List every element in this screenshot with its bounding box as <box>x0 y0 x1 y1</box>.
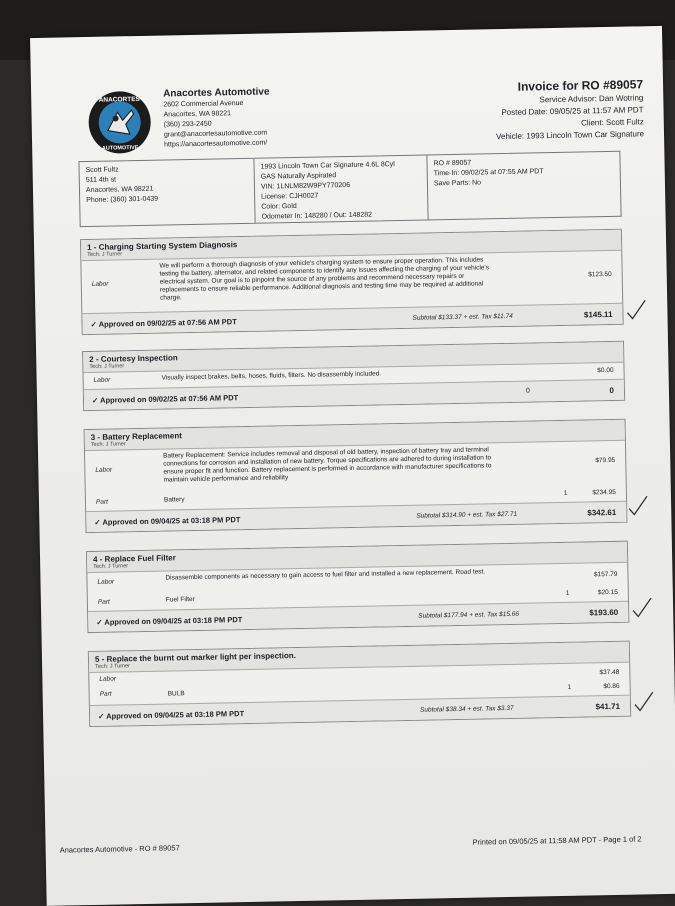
row-amount: $79.95 <box>595 456 616 465</box>
row-label: Labor <box>95 466 113 474</box>
shop-address-line2: Anacortes, WA 98221 <box>163 110 232 119</box>
service-total: $193.60 <box>589 607 619 618</box>
approval-status: ✓ Approved on 09/04/25 at 03:18 PM PDT <box>98 709 245 721</box>
service-total: $145.11 <box>583 309 613 320</box>
customer-street: 511 4th st <box>85 176 117 185</box>
row-label: Part <box>95 498 108 506</box>
customer-phone: Phone: (360) 301-0439 <box>86 195 159 205</box>
page-footer-left: Anacortes Automotive - RO # 89057 <box>59 843 180 855</box>
service-block-4 <box>86 541 629 633</box>
invoice-page <box>30 26 675 906</box>
anacortes-automotive-logo <box>87 90 152 155</box>
service-tech: Tech: J Turner <box>95 663 131 670</box>
service-block-5 <box>88 641 631 727</box>
service-total: $342.61 <box>587 507 617 518</box>
handwritten-check-icon <box>631 596 653 618</box>
customer-name: Scott Fultz <box>85 166 119 175</box>
customer-vehicle-info-box <box>78 151 621 227</box>
row-description: Battery <box>163 496 185 504</box>
service-block-1 <box>80 229 624 335</box>
approval-status: ✓ Approved on 09/02/25 at 07:56 AM PDT <box>90 317 237 329</box>
posted-date: Posted Date: 09/05/25 at 11:57 AM PDT <box>501 105 644 118</box>
vehicle-license: License: CJH0027 <box>261 192 319 201</box>
subtotal: Subtotal $133.37 + est. Tax $11.74 <box>412 312 513 322</box>
service-title: 3 - Battery Replacement <box>90 431 182 442</box>
approval-status: ✓ Approved on 09/04/25 at 03:18 PM PDT <box>96 615 243 627</box>
shop-address-line1: 2602 Commercial Avenue <box>163 99 244 109</box>
vehicle-info <box>254 155 428 222</box>
row-quantity: 1 <box>565 589 570 597</box>
row-amount: $0.00 <box>597 366 614 375</box>
service-tech: Tech: J Turner <box>90 441 126 448</box>
vehicle-vin: VIN: 1LNLM82W9PY770206 <box>260 181 351 191</box>
row-label: Part <box>97 598 110 606</box>
row-description: Disassemble components as necessary to gain access to fuel filter and installed a new replacement. Road test. <box>165 568 486 582</box>
service-title: 2 - Courtesy Inspection <box>89 353 178 364</box>
row-amount: $0.86 <box>603 682 620 691</box>
service-total: $41.71 <box>595 701 621 712</box>
shop-info <box>163 85 271 150</box>
subtotal: Subtotal $177.94 + est. Tax $15.66 <box>418 610 520 620</box>
row-label: Labor <box>97 578 115 586</box>
shop-name: Anacortes Automotive <box>163 86 270 100</box>
service-advisor: Service Advisor: Dan Wotring <box>539 93 644 105</box>
service-tech: Tech: J Turner <box>87 251 123 259</box>
invoice-title: Invoice for RO #89057 <box>517 77 644 94</box>
svg-text:AUTOMOTIVE: AUTOMOTIVE <box>101 145 139 152</box>
row-label: Labor <box>93 376 111 384</box>
row-description: Battery Replacement: Service includes removal and disposal of old battery, inspection of battery tray and terminal connections for corrosion and installation of new battery. Torque specifications are adhered to during installation to ensure proper fit and function. Battery replacement is performed in accordance with manufacturer specifications to maintain vehicle performance and reliability <box>163 446 492 484</box>
row-description: Fuel Filter <box>165 596 195 604</box>
row-label: Part <box>99 690 112 698</box>
shop-phone: (360) 293-2450 <box>163 120 212 129</box>
row-description: BULB <box>167 690 185 698</box>
service-block-2 <box>82 341 625 411</box>
page-footer-right: Printed on 09/05/25 at 11:58 AM PDT - Page 1 of 2 <box>472 834 642 847</box>
row-label: Labor <box>99 675 117 683</box>
row-quantity: 1 <box>563 489 568 497</box>
approval-status: ✓ Approved on 09/02/25 at 07:56 AM PDT <box>91 393 239 405</box>
row-description: Visually inspect brakes, belts, hoses, fluids, filters. No disassembly included. <box>161 370 382 382</box>
service-tech: Tech: J Turner <box>93 563 129 570</box>
customer-info <box>79 159 255 226</box>
row-description: We will perform a thorough diagnosis of your vehicle's charging system to ensure proper operation. This includes testing the battery, alternator, and related components to identify any issues affecting the charging of your vehicle's electrical system. Our goal is to pinpoint the source of any problems and recommend necessary repairs or replacements to ensure reliable performance. Additional diagnosis and testing time may be required at additional charge. <box>159 256 490 302</box>
invoice-header <box>495 76 644 143</box>
subtotal: Subtotal $314.90 + est. Tax $27.71 <box>416 510 518 520</box>
handwritten-check-icon <box>633 690 655 712</box>
row-amount: $20.15 <box>597 588 618 597</box>
row-amount: $234.95 <box>592 488 616 497</box>
row-label: Labor <box>91 280 109 288</box>
service-total: 0 <box>609 385 615 396</box>
subtotal-zero: 0 <box>525 387 530 395</box>
vehicle-name: Vehicle: 1993 Lincoln Town Car Signature <box>495 129 645 142</box>
client-name: Client: Scott Fultz <box>581 117 644 128</box>
handwritten-check-icon <box>627 494 649 516</box>
ro-info <box>427 152 620 220</box>
service-title: 4 - Replace Fuel Filter <box>92 553 176 564</box>
row-amount: $37.48 <box>599 668 620 677</box>
svg-text:ANACORTES: ANACORTES <box>98 95 140 104</box>
time-in: Time-In: 09/02/25 at 07:55 AM PDT <box>433 168 544 178</box>
service-title: 5 - Replace the burnt out marker light per inspection. <box>94 651 296 664</box>
vehicle-color: Color: Gold <box>261 202 297 211</box>
customer-city: Anacortes, WA 98221 <box>85 185 154 195</box>
handwritten-check-icon <box>625 298 647 320</box>
vehicle-engine: GAS Naturally Aspirated <box>260 172 337 181</box>
service-title: 1 - Charging Starting System Diagnosis <box>87 240 238 253</box>
approval-status: ✓ Approved on 09/04/25 at 03:18 PM PDT <box>94 515 241 527</box>
subtotal: Subtotal $38.34 + est. Tax $3.37 <box>419 704 514 714</box>
vehicle-model: 1993 Lincoln Town Car Signature 4.6L 8Cyl <box>260 161 395 171</box>
row-amount: $123.50 <box>588 270 612 279</box>
service-block-3 <box>84 419 628 533</box>
vehicle-odometer: Odometer In: 148280 / Out: 148282 <box>261 211 373 221</box>
ro-number: RO # 89057 <box>433 159 472 168</box>
shop-website: https://anacortesautomotive.com/ <box>164 139 268 149</box>
service-tech: Tech: J Turner <box>89 363 125 370</box>
shop-email: grant@anacortesautomotive.com <box>163 129 268 139</box>
save-parts: Save Parts: No <box>433 179 482 188</box>
row-amount: $157.79 <box>593 570 618 579</box>
row-quantity: 1 <box>567 683 572 691</box>
